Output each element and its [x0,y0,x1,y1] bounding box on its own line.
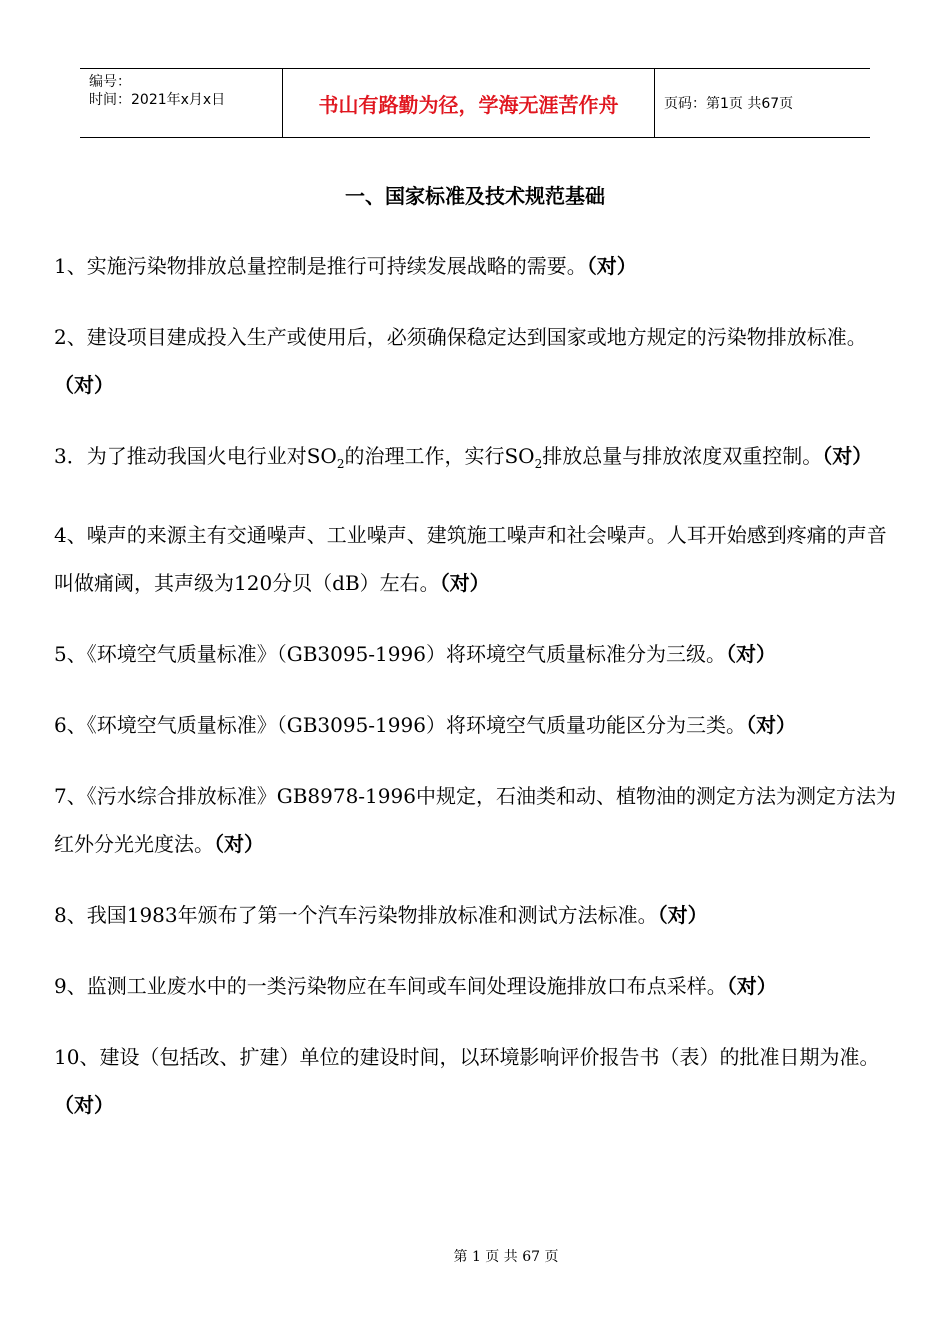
number-label: 编号： [89,74,131,90]
page-info: 页码：第1页 共67页 [664,96,794,112]
motto: 书山有路勤为径，学海无涯苦作舟 [282,69,655,137]
question-item [54,1033,896,1129]
question-item [54,432,896,488]
answer: （对） [439,571,490,595]
question-text: 2、建设项目建成投入生产或使用后，必须确保稳定达到国家或地方规定的污染物排放标准。 [54,325,867,349]
question-text: 排放总量与排放浓度双重控制。 [542,444,823,468]
question-text: 8、我国1983年颁布了第一个汽车污染物排放标准和测试方法标准。 [54,903,658,927]
page-footer: 第 1 页 共 67 页 [453,1249,559,1265]
subscript: 2 [534,457,543,471]
question-item [54,630,896,678]
time-label: 时间：2021年x月x日 [89,92,226,108]
question-item [54,511,896,607]
answer: （对） [822,444,873,468]
header-table [80,68,870,138]
answer: （对） [745,713,796,737]
answer: （对） [586,254,637,278]
question-item [54,962,896,1010]
question-text: 10、建设（包括改、扩建）单位的建设时间，以环境影响评价报告书（表）的批准日期为准。 [54,1045,880,1069]
question-item [54,772,896,868]
answer: （对） [657,903,708,927]
question-item [54,891,896,939]
question-text: 7、《污水综合排放标准》GB8978-1996中规定，石油类和动、植物油的测定方法为测定方法为红外分光光度法。 [54,784,896,856]
question-item [54,313,896,409]
answer: （对） [725,642,776,666]
header-left-cell [80,69,282,137]
question-text: 的治理工作，实行SO [344,444,535,468]
question-list [54,242,896,1152]
question-item [54,242,896,290]
question-text: 3．为了推动我国火电行业对SO [54,444,337,468]
question-text: 1、实施污染物排放总量控制是推行可持续发展战略的需要。 [54,254,587,278]
subscript: 2 [336,457,345,471]
answer: （对） [726,974,777,998]
question-item [54,701,896,749]
answer: （对） [54,373,114,397]
question-text: 4、噪声的来源主有交通噪声、工业噪声、建筑施工噪声和社会噪声。人耳开始感到疼痛的声音叫做痛阈，其声级为120分贝（dB）左右。 [54,523,887,595]
answer: （对） [54,1093,114,1117]
section-heading: 一、国家标准及技术规范基础 [345,184,605,208]
question-text: 5、《环境空气质量标准》（GB3095-1996）将环境空气质量标准分为三级。 [54,642,726,666]
question-text: 9、监测工业废水中的一类污染物应在车间或车间处理设施排放口布点采样。 [54,974,727,998]
answer: （对） [214,832,264,856]
question-text: 6、《环境空气质量标准》（GB3095-1996）将环境空气质量功能区分为三类。 [54,713,746,737]
